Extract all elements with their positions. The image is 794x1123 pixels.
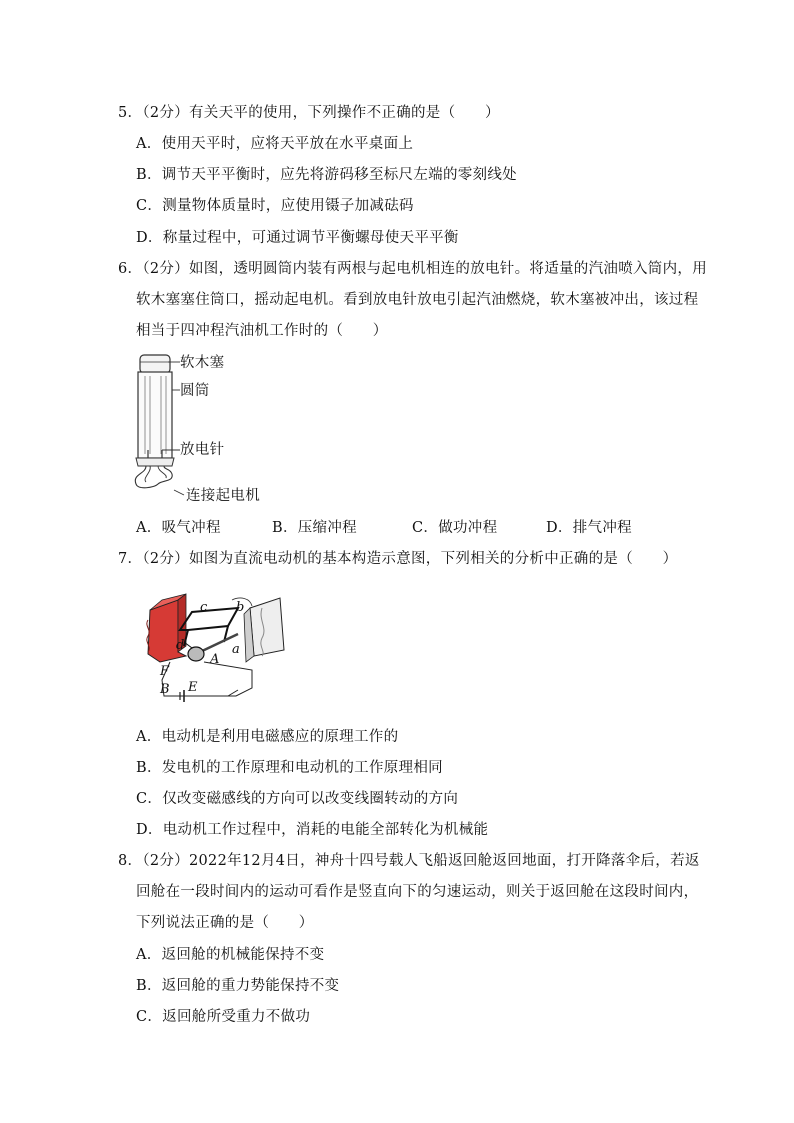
commutator-shape xyxy=(188,647,204,661)
q6-option-d: D．排气冲程 xyxy=(546,520,632,536)
q6-option-c: C．做功冲程 xyxy=(412,520,498,536)
cork-shape xyxy=(140,355,170,373)
q6-option-b: B．压缩冲程 xyxy=(272,520,357,536)
q8-option-a: A．返回舱的机械能保持不变 xyxy=(136,947,325,963)
q6-stem-line-3: 相当于四冲程汽油机工作时的（ ） xyxy=(136,323,388,339)
label-b: b xyxy=(236,600,245,615)
label-tube: 圆筒 xyxy=(180,383,210,399)
q6-stem-line-2: 软木塞塞住筒口，摇动起电机。看到放电针放电引起汽油燃烧，软木塞被冲出，该过程 xyxy=(136,292,699,308)
tube-shape xyxy=(138,372,172,458)
label-a: a xyxy=(232,642,241,657)
q5-option-a: A．使用天平时，应将天平放在水平桌面上 xyxy=(136,136,414,152)
circuit-wire xyxy=(162,662,252,696)
q5-option-c: C．测量物体质量时，应使用镊子加减砝码 xyxy=(136,198,414,214)
label-generator: 连接起电机 xyxy=(186,488,260,504)
label-F: F xyxy=(160,664,170,679)
gray-magnet-shape xyxy=(244,598,284,662)
q8-stem-line-3: 下列说法正确的是（ ） xyxy=(136,915,314,931)
generator-wire xyxy=(135,466,172,488)
label-cork: 软木塞 xyxy=(180,355,225,371)
q8-stem-line-2: 回舱在一段时间内的运动可看作是竖直向下的匀速运动，则关于返回舱在这段时间内， xyxy=(136,884,699,900)
q7-option-d: D．电动机工作过程中，消耗的电能全部转化为机械能 xyxy=(136,822,489,838)
label-c: c xyxy=(200,600,208,615)
q8-option-c: C．返回舱所受重力不做功 xyxy=(136,1009,311,1025)
q5-stem: 5．（2分）有关天平的使用，下列操作不正确的是（ ） xyxy=(118,105,500,121)
q5-option-b: B．调节天平平衡时，应先将游码移至标尺左端的零刻线处 xyxy=(136,167,517,183)
label-A: A xyxy=(210,652,220,667)
label-E: E xyxy=(188,680,198,695)
q7-stem: 7．（2分）如图为直流电动机的基本构造示意图，下列相关的分析中正确的是（ ） xyxy=(118,551,678,567)
q8-option-b: B．返回舱的重力势能保持不变 xyxy=(136,978,340,994)
q7-option-a: A．电动机是利用电磁感应的原理工作的 xyxy=(136,729,399,745)
label-B: B xyxy=(160,682,170,697)
coil-shape xyxy=(180,608,238,630)
label-needle: 放电针 xyxy=(180,442,225,458)
q6-option-a: A．吸气冲程 xyxy=(136,520,221,536)
q7-option-b: B．发电机的工作原理和电动机的工作原理相同 xyxy=(136,760,443,776)
q6-stem-line-1: 6．（2分）如图，透明圆筒内装有两根与起电机相连的放电针。将适量的汽油喷入筒内，用 xyxy=(118,261,707,277)
label-d: d xyxy=(176,638,185,653)
q8-stem-line-1: 8．（2分）2022年12月4日，神舟十四号载人飞船返回舱返回地面，打开降落伞后，若返 xyxy=(118,853,700,869)
q7-option-c: C．仅改变磁感线的方向可以改变线圈转动的方向 xyxy=(136,791,459,807)
q5-option-d: D．称量过程中，可通过调节平衡螺母使天平平衡 xyxy=(136,230,459,246)
